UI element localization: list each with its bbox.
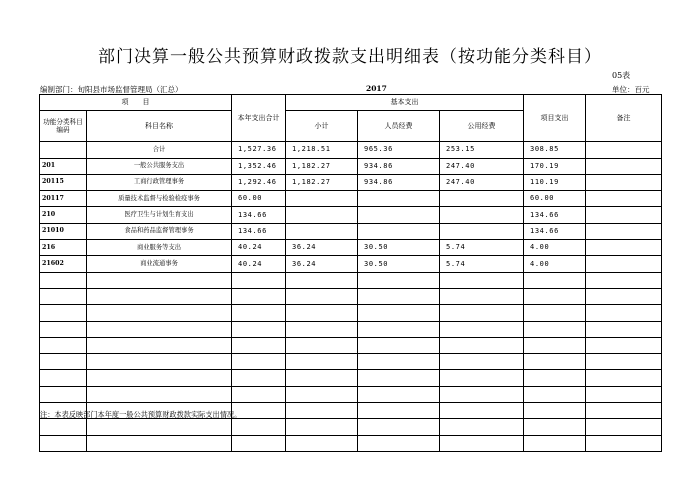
cell-subtotal: 1,182.27 bbox=[286, 174, 358, 190]
footnote: 注：本表反映部门本年度一般公共预算财政拨款实际支出情况。 bbox=[40, 410, 242, 419]
cell-remark bbox=[586, 370, 662, 386]
cell-public: 247.40 bbox=[440, 174, 524, 190]
cell-project: 110.19 bbox=[524, 174, 586, 190]
cell-remark bbox=[586, 403, 662, 419]
cell-personnel bbox=[358, 435, 440, 451]
header-row-1 bbox=[40, 95, 662, 111]
cell-personnel bbox=[358, 403, 440, 419]
cell-project bbox=[524, 370, 586, 386]
cell-remark bbox=[586, 207, 662, 223]
cell-code: 20115 bbox=[40, 174, 87, 190]
cell-public bbox=[440, 191, 524, 207]
cell-code: 210 bbox=[40, 207, 87, 223]
cell-name bbox=[87, 370, 232, 386]
cell-public: 5.74 bbox=[440, 240, 524, 256]
cell-code bbox=[40, 337, 87, 353]
empty-row bbox=[40, 370, 662, 386]
cell-subtotal bbox=[286, 321, 358, 337]
empty-row bbox=[40, 272, 662, 288]
cell-code bbox=[40, 435, 87, 451]
header-remark: 备注 bbox=[586, 95, 662, 142]
cell-remark bbox=[586, 191, 662, 207]
cell-total bbox=[232, 386, 286, 402]
cell-personnel bbox=[358, 223, 440, 239]
cell-remark bbox=[586, 354, 662, 370]
cell-project bbox=[524, 337, 586, 353]
unit-label: 单位：百元 bbox=[612, 85, 650, 94]
page-title: 部门决算一般公共预算财政拨款支出明细表（按功能分类科目） bbox=[98, 47, 602, 67]
cell-project bbox=[524, 305, 586, 321]
cell-public bbox=[440, 305, 524, 321]
cell-personnel bbox=[358, 354, 440, 370]
cell-name: 一般公共服务支出 bbox=[87, 158, 232, 174]
cell-code bbox=[40, 305, 87, 321]
cell-name: 商业服务等支出 bbox=[87, 240, 232, 256]
cell-name bbox=[87, 435, 232, 451]
cell-project bbox=[524, 354, 586, 370]
department-label: 编制部门：旬阳县市场监督管理局（汇总） bbox=[40, 85, 183, 94]
cell-project: 134.66 bbox=[524, 207, 586, 223]
cell-name: 质量技术监督与检验检疫事务 bbox=[87, 191, 232, 207]
cell-public bbox=[440, 272, 524, 288]
cell-code bbox=[40, 419, 87, 435]
empty-row bbox=[40, 419, 662, 435]
cell-project: 134.66 bbox=[524, 223, 586, 239]
cell-total: 40.24 bbox=[232, 256, 286, 272]
cell-subtotal bbox=[286, 272, 358, 288]
cell-code bbox=[40, 288, 87, 304]
cell-project: 4.00 bbox=[524, 256, 586, 272]
cell-subtotal bbox=[286, 370, 358, 386]
cell-project bbox=[524, 419, 586, 435]
cell-subtotal bbox=[286, 223, 358, 239]
cell-subtotal bbox=[286, 435, 358, 451]
header-project: 项目支出 bbox=[524, 95, 586, 142]
table-row bbox=[40, 174, 662, 190]
header-subject-name: 科目名称 bbox=[87, 111, 232, 142]
cell-total bbox=[232, 321, 286, 337]
cell-public bbox=[440, 419, 524, 435]
cell-remark bbox=[586, 256, 662, 272]
cell-total bbox=[232, 288, 286, 304]
cell-public bbox=[440, 403, 524, 419]
cell-personnel bbox=[358, 321, 440, 337]
cell-name: 合计 bbox=[87, 142, 232, 158]
cell-public bbox=[440, 386, 524, 402]
table-row bbox=[40, 191, 662, 207]
cell-public: 5.74 bbox=[440, 256, 524, 272]
cell-project bbox=[524, 435, 586, 451]
cell-subtotal bbox=[286, 288, 358, 304]
empty-row bbox=[40, 386, 662, 402]
cell-subtotal: 36.24 bbox=[286, 240, 358, 256]
cell-subtotal bbox=[286, 403, 358, 419]
cell-name: 工商行政管理事务 bbox=[87, 174, 232, 190]
header-total: 本年支出合计 bbox=[232, 95, 286, 142]
cell-public bbox=[440, 321, 524, 337]
cell-name bbox=[87, 321, 232, 337]
cell-remark bbox=[586, 386, 662, 402]
table-row bbox=[40, 256, 662, 272]
table-row bbox=[40, 158, 662, 174]
cell-name: 食品和药品监督管理事务 bbox=[87, 223, 232, 239]
cell-remark bbox=[586, 158, 662, 174]
cell-personnel bbox=[358, 288, 440, 304]
cell-personnel bbox=[358, 386, 440, 402]
cell-subtotal bbox=[286, 207, 358, 223]
cell-personnel: 965.36 bbox=[358, 142, 440, 158]
cell-subtotal bbox=[286, 386, 358, 402]
empty-row bbox=[40, 305, 662, 321]
table-row bbox=[40, 207, 662, 223]
cell-public bbox=[440, 288, 524, 304]
cell-code bbox=[40, 354, 87, 370]
expenditure-table bbox=[39, 94, 662, 452]
cell-total bbox=[232, 370, 286, 386]
cell-remark bbox=[586, 321, 662, 337]
cell-project bbox=[524, 321, 586, 337]
cell-name: 商业流通事务 bbox=[87, 256, 232, 272]
cell-name bbox=[87, 419, 232, 435]
cell-public bbox=[440, 370, 524, 386]
cell-subtotal bbox=[286, 337, 358, 353]
cell-public bbox=[440, 207, 524, 223]
cell-project bbox=[524, 386, 586, 402]
cell-remark bbox=[586, 240, 662, 256]
form-number: 05表 bbox=[612, 71, 631, 80]
header-public: 公用经费 bbox=[440, 111, 524, 142]
cell-project bbox=[524, 272, 586, 288]
cell-total: 60.00 bbox=[232, 191, 286, 207]
cell-total: 1,292.46 bbox=[232, 174, 286, 190]
cell-project: 308.85 bbox=[524, 142, 586, 158]
cell-code bbox=[40, 272, 87, 288]
cell-personnel bbox=[358, 207, 440, 223]
cell-total bbox=[232, 354, 286, 370]
cell-name bbox=[87, 337, 232, 353]
cell-code: 216 bbox=[40, 240, 87, 256]
cell-personnel: 934.86 bbox=[358, 158, 440, 174]
cell-public bbox=[440, 435, 524, 451]
cell-remark bbox=[586, 337, 662, 353]
cell-code bbox=[40, 370, 87, 386]
cell-personnel: 30.50 bbox=[358, 240, 440, 256]
cell-name bbox=[87, 386, 232, 402]
cell-code: 20117 bbox=[40, 191, 87, 207]
cell-subtotal bbox=[286, 191, 358, 207]
cell-project bbox=[524, 403, 586, 419]
header-item: 项 目 bbox=[40, 95, 232, 111]
header-subtotal: 小计 bbox=[286, 111, 358, 142]
cell-total: 134.66 bbox=[232, 207, 286, 223]
cell-remark bbox=[586, 223, 662, 239]
cell-subtotal: 1,182.27 bbox=[286, 158, 358, 174]
cell-name bbox=[87, 288, 232, 304]
table-row bbox=[40, 240, 662, 256]
cell-personnel bbox=[358, 419, 440, 435]
cell-remark bbox=[586, 288, 662, 304]
empty-row bbox=[40, 435, 662, 451]
cell-remark bbox=[586, 435, 662, 451]
cell-personnel bbox=[358, 272, 440, 288]
cell-personnel bbox=[358, 305, 440, 321]
cell-total bbox=[232, 272, 286, 288]
cell-project: 170.19 bbox=[524, 158, 586, 174]
cell-total: 134.66 bbox=[232, 223, 286, 239]
empty-row bbox=[40, 337, 662, 353]
year-label: 2017 bbox=[366, 84, 387, 93]
cell-code bbox=[40, 321, 87, 337]
cell-personnel bbox=[358, 337, 440, 353]
header-basic: 基本支出 bbox=[286, 95, 524, 111]
cell-code: 21010 bbox=[40, 223, 87, 239]
cell-total bbox=[232, 305, 286, 321]
cell-code: 201 bbox=[40, 158, 87, 174]
cell-remark bbox=[586, 305, 662, 321]
header-func-code: 功能分类科目编码 bbox=[40, 111, 87, 142]
cell-code: 21602 bbox=[40, 256, 87, 272]
cell-total bbox=[232, 337, 286, 353]
cell-project bbox=[524, 288, 586, 304]
cell-personnel: 934.86 bbox=[358, 174, 440, 190]
cell-total bbox=[232, 435, 286, 451]
cell-project: 4.00 bbox=[524, 240, 586, 256]
cell-subtotal bbox=[286, 305, 358, 321]
cell-project: 60.00 bbox=[524, 191, 586, 207]
cell-subtotal bbox=[286, 419, 358, 435]
cell-subtotal: 36.24 bbox=[286, 256, 358, 272]
cell-total bbox=[232, 419, 286, 435]
cell-remark bbox=[586, 174, 662, 190]
cell-personnel bbox=[358, 191, 440, 207]
header-personnel: 人员经费 bbox=[358, 111, 440, 142]
cell-total: 1,527.36 bbox=[232, 142, 286, 158]
cell-remark bbox=[586, 142, 662, 158]
table-row bbox=[40, 142, 662, 158]
empty-row bbox=[40, 354, 662, 370]
cell-name bbox=[87, 305, 232, 321]
cell-personnel: 30.50 bbox=[358, 256, 440, 272]
cell-name bbox=[87, 272, 232, 288]
cell-personnel bbox=[358, 370, 440, 386]
cell-public: 247.40 bbox=[440, 158, 524, 174]
cell-name bbox=[87, 354, 232, 370]
cell-subtotal: 1,218.51 bbox=[286, 142, 358, 158]
cell-subtotal bbox=[286, 354, 358, 370]
cell-name: 医疗卫生与计划生育支出 bbox=[87, 207, 232, 223]
cell-public bbox=[440, 337, 524, 353]
empty-row bbox=[40, 288, 662, 304]
cell-total: 1,352.46 bbox=[232, 158, 286, 174]
cell-code bbox=[40, 142, 87, 158]
empty-row bbox=[40, 321, 662, 337]
cell-total: 40.24 bbox=[232, 240, 286, 256]
cell-code bbox=[40, 386, 87, 402]
cell-public bbox=[440, 354, 524, 370]
table-row bbox=[40, 223, 662, 239]
cell-remark bbox=[586, 419, 662, 435]
cell-public bbox=[440, 223, 524, 239]
cell-remark bbox=[586, 272, 662, 288]
cell-public: 253.15 bbox=[440, 142, 524, 158]
